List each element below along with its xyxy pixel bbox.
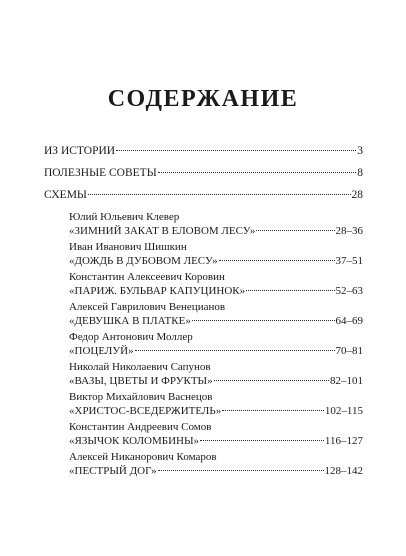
scheme-author: Николай Николаевич Сапунов [69,361,211,373]
scheme-title: «ЯЗЫЧОК КОЛОМБИНЫ» [69,435,200,447]
scheme-title: «ДОЖДЬ В ДУБОВОМ ЛЕСУ» [69,255,218,267]
scheme-entry [69,405,363,417]
dot-leader [158,172,357,173]
scheme-entry [69,435,363,447]
scheme-author: Иван Иванович Шишкин [69,241,187,253]
scheme-title: «ВАЗЫ, ЦВЕТЫ И ФРУКТЫ» [69,375,213,387]
scheme-author: Федор Антонович Моллер [69,331,193,343]
scheme-pages: 70–81 [335,345,363,357]
scheme-entry [69,285,363,297]
dot-leader [158,470,324,471]
scheme-pages: 128–142 [324,465,363,477]
toc-entry-label: ИЗ ИСТОРИИ [44,145,116,157]
dot-leader [256,230,334,231]
dot-leader [116,150,356,151]
page-title: СОДЕРЖАНИЕ [107,86,299,112]
toc-entry-label: СХЕМЫ [44,189,87,201]
dot-leader [214,380,329,381]
scheme-pages: 116–127 [324,435,363,447]
scheme-entry [69,225,363,237]
scheme-author: Алексей Гаврилович Венецианов [69,301,226,313]
scheme-author: Константин Алексеевич Коровин [69,271,225,283]
scheme-author: Юлий Юльевич Клевер [69,211,180,223]
scheme-title: «ПАРИЖ. БУЛЬВАР КАПУЦИНОК» [69,285,246,297]
scheme-entry [69,465,363,477]
scheme-pages: 102–115 [324,405,363,417]
toc-entry-label: ПОЛЕЗНЫЕ СОВЕТЫ [44,167,157,179]
toc-entry-page: 28 [351,189,363,201]
scheme-entry [69,375,363,387]
scheme-title: «ХРИСТОС-ВСЕДЕРЖИТЕЛЬ» [69,405,222,417]
scheme-title: «ЗИМНИЙ ЗАКАТ В ЕЛОВОМ ЛЕСУ» [69,225,256,237]
scheme-title: «ПОЦЕЛУЙ» [69,345,134,357]
toc-entry-page: 8 [357,167,363,179]
dot-leader [192,320,335,321]
toc-entry [44,189,363,201]
scheme-title: «ПЕСТРЫЙ ДОГ» [69,465,157,477]
toc-entry-page: 3 [357,145,363,157]
scheme-pages: 64–69 [335,315,363,327]
scheme-entry [69,345,363,357]
dot-leader [246,290,334,291]
scheme-pages: 82–101 [330,375,363,387]
scheme-entry [69,255,363,267]
dot-leader [222,410,324,411]
dot-leader [88,194,351,195]
dot-leader [200,440,324,441]
scheme-pages: 28–36 [335,225,363,237]
scheme-author: Виктор Михайлович Васнецов [69,391,213,403]
scheme-pages: 52–63 [335,285,363,297]
scheme-author: Алексей Никанорович Комаров [69,451,217,463]
scheme-author: Константин Андреевич Сомов [69,421,212,433]
scheme-title: «ДЕВУШКА В ПЛАТКЕ» [69,315,191,327]
toc-entry [44,145,363,157]
dot-leader [219,260,335,261]
scheme-entry [69,315,363,327]
toc-entry [44,167,363,179]
scheme-pages: 37–51 [335,255,363,267]
dot-leader [135,350,335,351]
